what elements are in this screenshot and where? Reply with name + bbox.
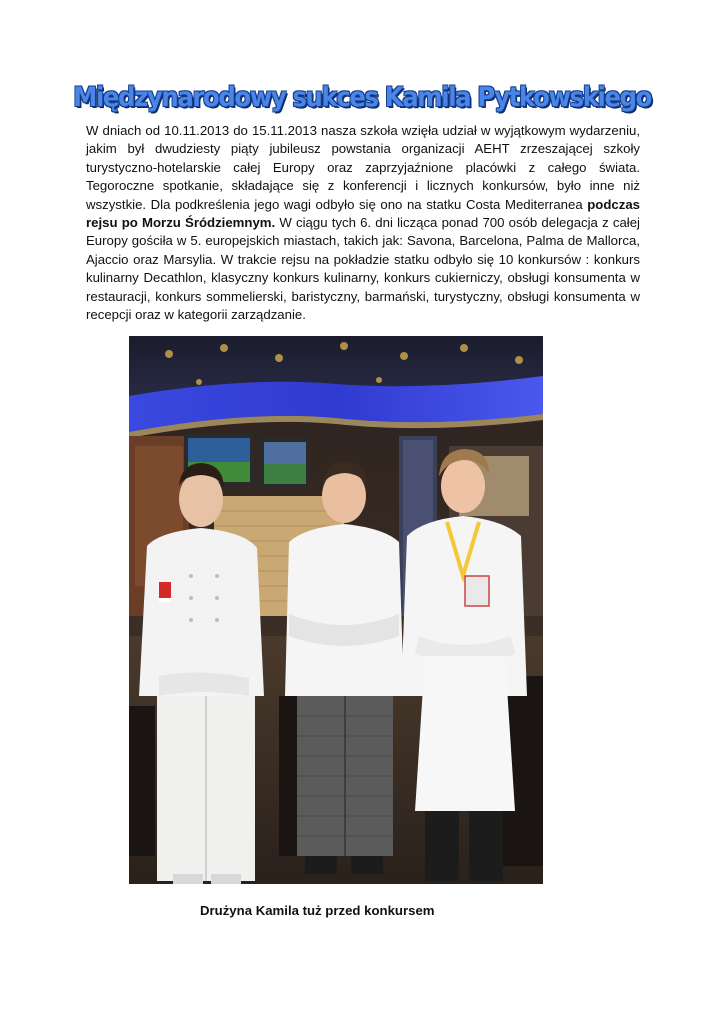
article-text-part-1: W dniach od 10.11.2013 do 15.11.2013 nasza szkoła wzięła udział w wyjątkowym wydarzeniu, jakim był dwudziesty piąty jubileusz powstania organizacji AEHT zrzeszającej szkoły turystyczno-hotelarskie całej Europy oraz zaprzyjaźnione placówki z całego świata. Tegoroczne spotkanie, składające się z konferencji i licznych konkursów, było inne niż wszystkie. Dla podkreślenia jego wagi odbyło się ono na statku Costa Mediterranea (86, 123, 640, 212)
article-paragraph (86, 122, 640, 324)
title-container (0, 82, 725, 116)
page-title: Międzynarodowy sukces Kamila Pytkowskiego (73, 82, 652, 113)
article-text-part-2: W ciągu tych 6. dni licząca ponad 700 osób delegacja z całej Europy gościła w 5. europejskich miastach, takich jak: Savona, Barcelona, Palma de Mallorca, Ajaccio oraz Marsylia. W trakcie rejsu na pokładzie statku odbyło się 10 konkursów : konkurs kulinarny Decathlon, klasyczny konkurs kulinarny, konkurs cukierniczy, obsługi konsumenta w restauracji, konkurs sommelierski, baristyczny, barmański, turystyczny, obsługi konsumenta w recepcji oraz w kategorii zarządzanie. (86, 215, 640, 323)
article-bold-phrase: podczas rejsu po Morzu Śródziemnym. (86, 196, 640, 231)
team-photo (129, 336, 543, 884)
photo-caption: Drużyna Kamila tuż przed konkursem (200, 903, 435, 918)
